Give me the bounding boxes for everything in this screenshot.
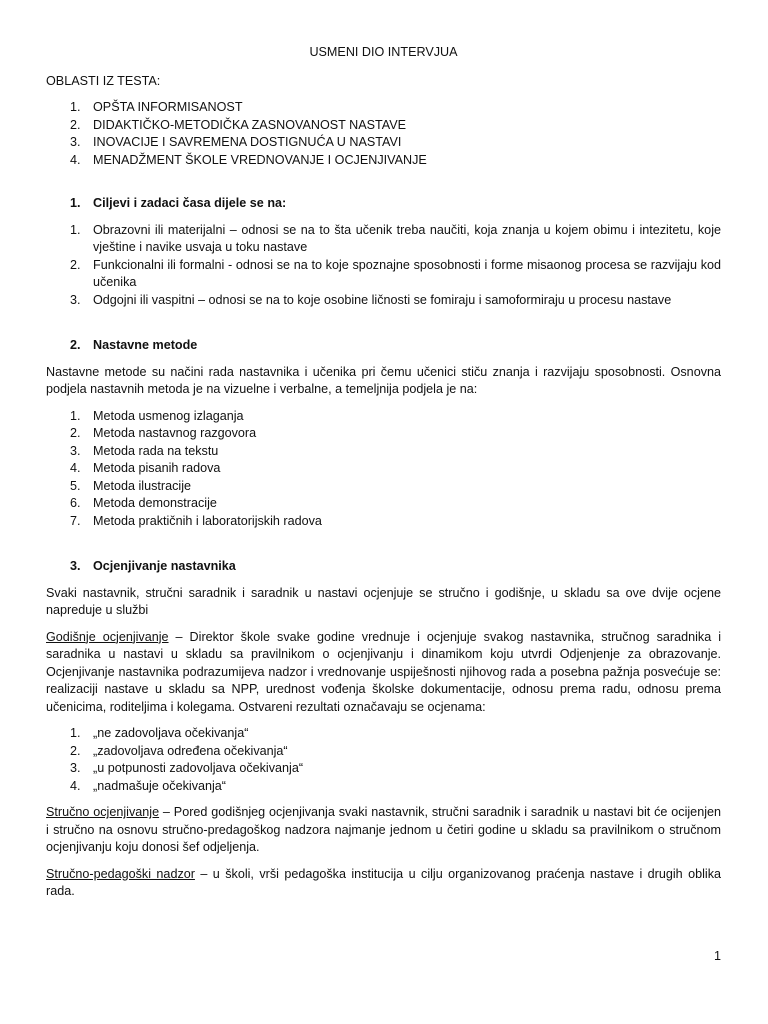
annual-evaluation-paragraph: [46, 629, 721, 717]
list-item: 4. Metoda pisanih radova: [70, 461, 221, 475]
professional-evaluation-paragraph: [46, 804, 721, 857]
methods-list: [46, 408, 721, 531]
goals-list: [46, 222, 721, 310]
document-title: USMENI DIO INTERVJUA: [309, 45, 458, 59]
list-item: 3. Metoda rada na tekstu: [70, 443, 219, 458]
list-item: 3. Odgojni ili vaspitni – odnosi se na to koje osobine ličnosti se fomiraju i samoformiraju u procesu nastave: [70, 292, 672, 307]
page-number: 1: [713, 949, 721, 963]
list-item: 3. INOVACIJE I SAVREMENA DOSTIGNUĆA U NASTAVI: [70, 135, 402, 149]
list-item: 1. Metoda usmenog izlaganja: [70, 408, 244, 423]
list-item: 2. Metoda nastavnog razgovora: [70, 426, 257, 440]
document-body: [46, 44, 721, 910]
list-item: 7. Metoda praktičnih i laboratorijskih radova: [70, 513, 322, 528]
list-item: 5. Metoda ilustracije: [70, 478, 191, 493]
list-item: 4. MENADŽMENT ŠKOLE VREDNOVANJE I OCJENJIVANJE: [70, 152, 427, 167]
evaluation-intro: Svaki nastavnik, stručni saradnik i saradnik u nastavi ocjenjuje se stručno i godišnje, u skladu sa ove dvije ocjene napreduje u službi: [46, 585, 721, 617]
methods-intro: Nastavne metode su načini rada nastavnika i učenika pri čemu učenici stiču znanja i razvijaju sposobnosti. Osnovna podjela nastavnih metoda je na vizuelne i verbalne, a temeljnija podjela je na:: [46, 364, 721, 396]
professional-evaluation-text: – Pored godišnjeg ocjenjivanja svaki nastavnik, stručni saradnik i saradnik u nastavi bit će ocijenjen i stručno na osnovu stručno-predagoškog nadzora najmanje jednom u četiri godine u skladu sa pravilnikom o stručnom ocjenjivanju koju donosi šef odjeljenja.: [46, 805, 721, 854]
professional-evaluation-term: Stručno ocjenjivanje: [46, 805, 160, 819]
areas-label: OBLASTI IZ TESTA:: [46, 74, 161, 88]
list-item: 1. „ne zadovoljava očekivanja“: [70, 726, 249, 740]
section-heading-evaluation: 3. Ocjenjivanje nastavnika: [70, 559, 236, 573]
list-item: 4. „nadmašuje očekivanja“: [70, 778, 227, 793]
section-heading-goals: 1. Ciljevi i zadaci časa dijele se na:: [70, 196, 287, 210]
list-item: 2. Funkcionalni ili formalni - odnosi se na to koje spoznajne sposobnosti i forme misaonog procesa se razvijaju kod učenika: [70, 257, 721, 289]
areas-list: [46, 99, 721, 169]
annual-evaluation-term: Godišnje ocjenjivanje: [46, 629, 169, 644]
section-heading-methods: 2. Nastavne metode: [70, 338, 198, 352]
list-item: 2. DIDAKTIČKO-METODIČKA ZASNOVANOST NASTAVE: [70, 117, 407, 132]
list-item: 1. OPŠTA INFORMISANOST: [70, 100, 243, 114]
list-item: 2. „zadovoljava određena očekivanja“: [70, 743, 288, 758]
grades-list: [46, 725, 721, 795]
list-item: 3. „u potpunosti zadovoljava očekivanja“: [70, 761, 304, 775]
supervision-term: Stručno-pedagoški nadzor: [46, 866, 195, 881]
list-item: 6. Metoda demonstracije: [70, 496, 217, 510]
supervision-text: – u školi, vrši pedagoška institucija u cilju organizovanog praćenja nastave i drugih oblika rada.: [46, 866, 721, 898]
annual-evaluation-text: – Direktor škole svake godine vrednuje i ocjenjuje svakog nastavnika, stručnog saradnika i saradnika u nastavi u skladu sa pravilnikom o ocjenjivanju i dinamikom koju utvrdi Odjenjenje za obrazovanje. Ocjenjivanje nastavnika podrazumijeva nadzor i vrednovanje uspiješnosti njihovog rada a posebna pažnja posvećuje se: realizaciji nastave u skladu sa NPP, urednost vođenja školske dokumentacije, odnosu prema radu, odnosu prema učenicima, roditeljima i kolegama. Ostvareni rezultati označavaju se ocjenama:: [46, 629, 722, 714]
list-item: 1. Obrazovni ili materijalni – odnosi se na to šta učenik treba naučiti, koja znanja u kojem obimu i intezitetu, koje vještine i navike usvaja u toku nastave: [70, 222, 721, 254]
supervision-paragraph: [46, 866, 721, 901]
